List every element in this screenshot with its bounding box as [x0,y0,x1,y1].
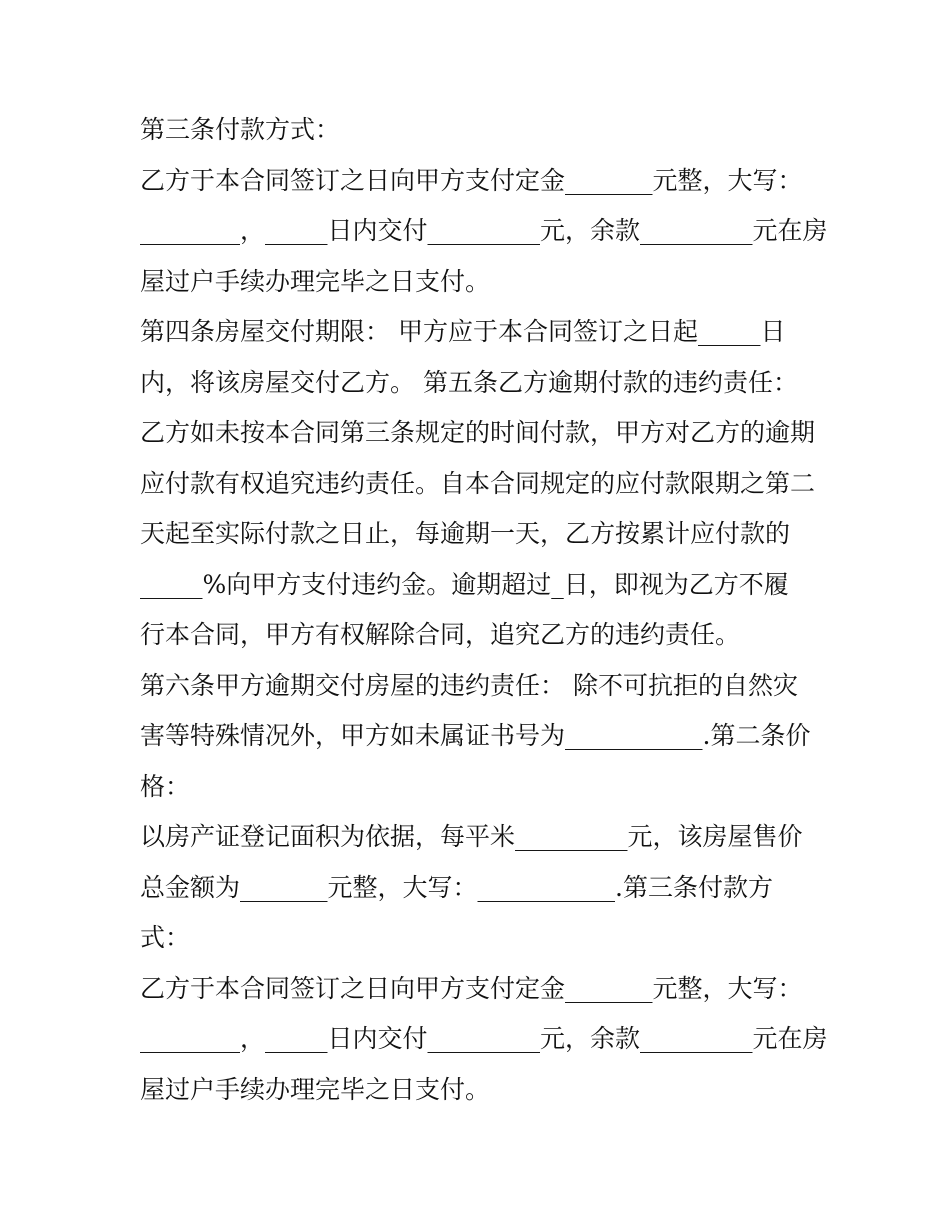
text-line: 应付款有权追究违约责任。自本合同规定的应付款限期之第二 [140,469,816,498]
text-line: 乙方如未按本合同第三条规定的时间付款，甲方对乙方的逾期 [140,418,816,447]
text-line: 总金额为_______元整，大写：___________.第三条付款方 [140,873,773,902]
text-line: 第六条甲方逾期交付房屋的违约责任： 除不可抗拒的自然灾 [140,671,798,700]
text-line: ________，_____日内交付_________元，余款_________元在房 [140,216,828,245]
text-line: 第四条房屋交付期限： 甲方应于本合同签订之日起_____日 [140,317,786,346]
text-line: 害等特殊情况外，甲方如未属证书号为___________.第二条价 [140,721,811,750]
text-line: 天起至实际付款之日止，每逾期一天，乙方按累计应付款的 [140,519,791,548]
text-line: _____%向甲方支付违约金。逾期超过_日，即视为乙方不履 [140,570,789,599]
text-line: 屋过户手续办理完毕之日支付。 [140,267,491,296]
text-line: 乙方于本合同签订之日向甲方支付定金_______元整，大写： [140,974,803,1003]
text-line: 行本合同，甲方有权解除合同，追究乙方的违约责任。 [140,620,741,649]
text-line: 格： [140,772,191,801]
text-line: ________，_____日内交付_________元，余款_________元在房 [140,1024,828,1053]
text-line: 第三条付款方式： [140,115,341,144]
text-line: 以房产证登记面积为依据，每平米_________元，该房屋售价 [140,822,803,851]
text-line: 屋过户手续办理完毕之日支付。 [140,1075,491,1104]
text-line: 乙方于本合同签订之日向甲方支付定金_______元整，大写： [140,166,803,195]
text-line: 式： [140,923,191,952]
text-line: 内，将该房屋交付乙方。 第五条乙方逾期付款的违约责任： [140,368,798,397]
